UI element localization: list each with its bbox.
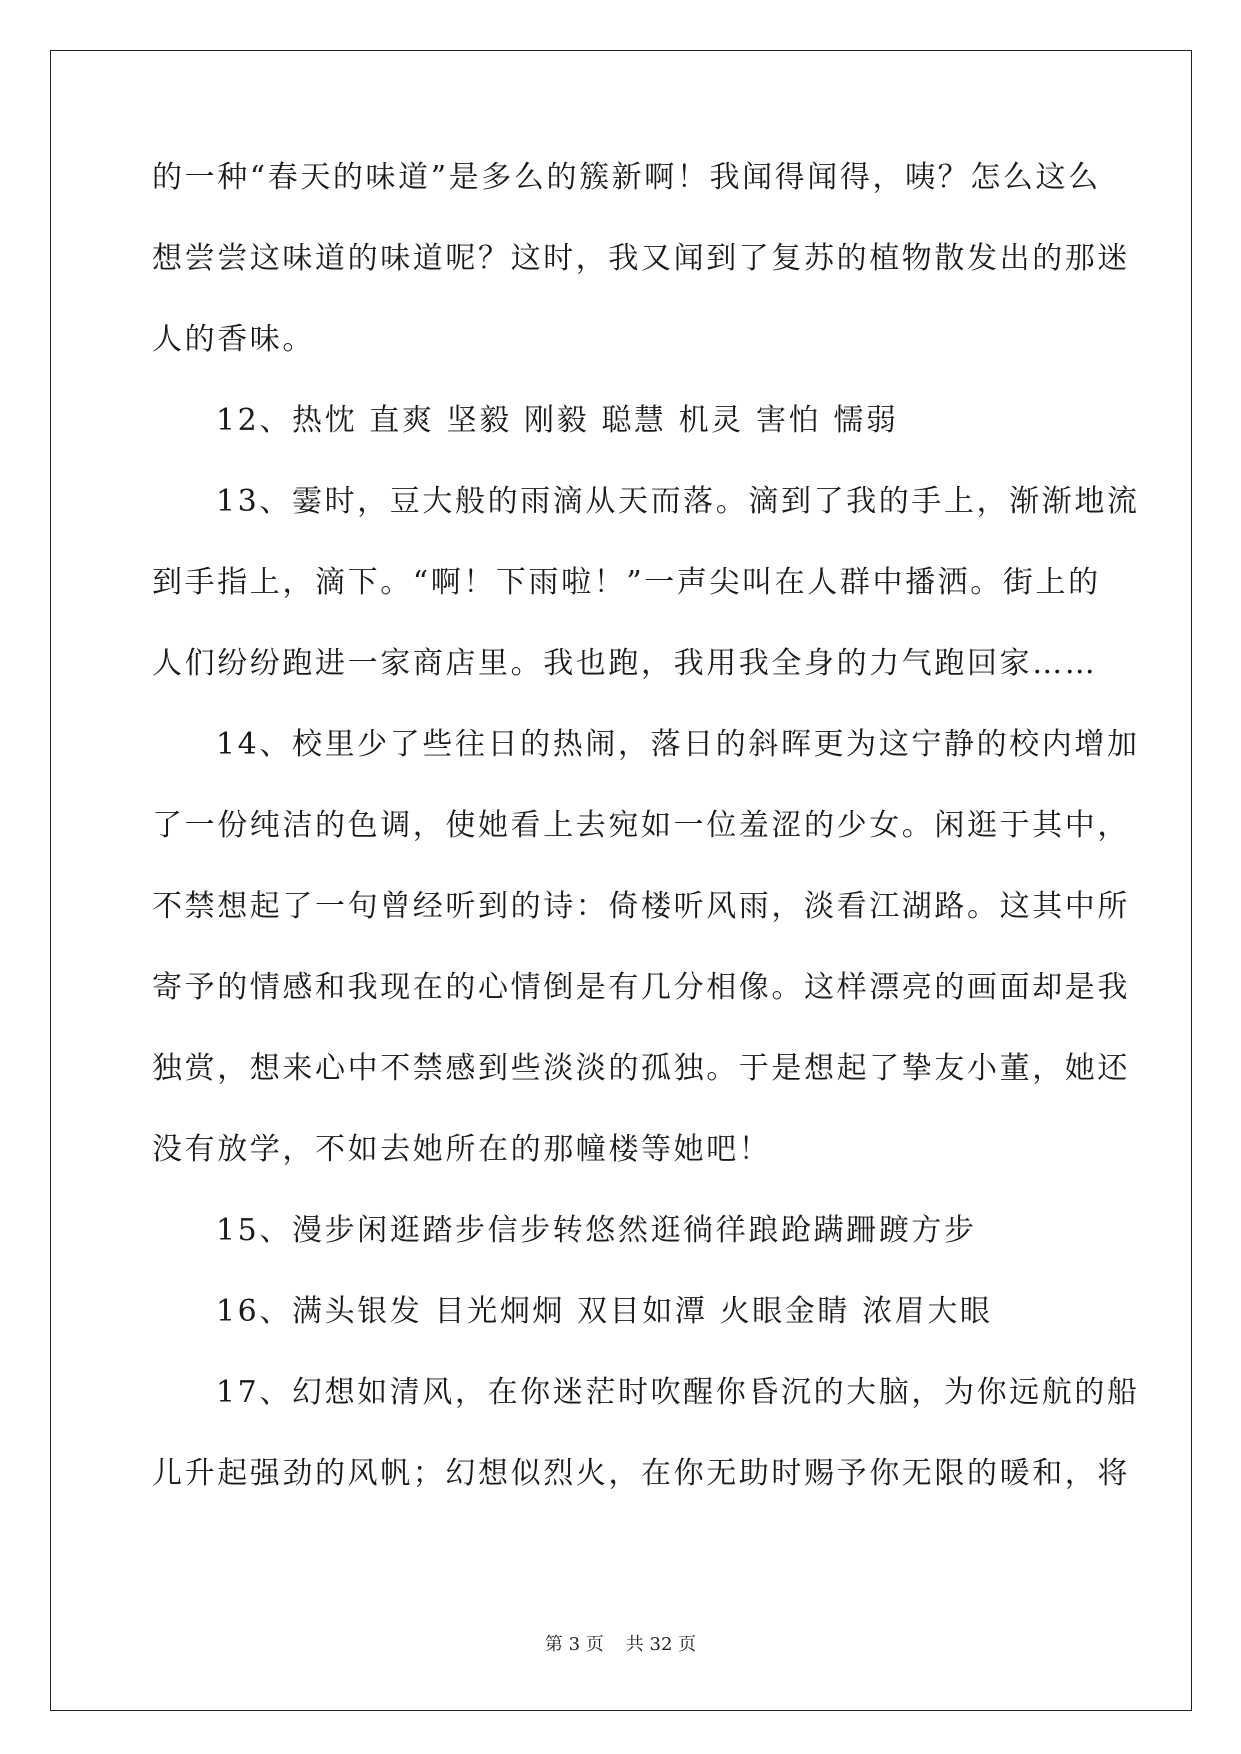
page-footer	[0, 1635, 1241, 1655]
text-line: 16、满头银发 目光炯炯 双目如潭 火眼金睛 浓眉大眼	[216, 1294, 993, 1329]
page-total: 共 32 页	[625, 1634, 697, 1655]
document-body	[152, 160, 1140, 1540]
text-line: 13、霎时，豆大般的雨滴从天而落。滴到了我的手上，渐渐地流	[216, 484, 1140, 519]
text-line: 15、漫步闲逛踏步信步转悠然逛徜徉踉跄蹒跚踱方步	[216, 1213, 977, 1248]
text-line: 想尝尝这味道的味道呢？这时，我又闻到了复苏的植物散发出的那迷	[152, 241, 1130, 276]
text-line: 不禁想起了一句曾经听到的诗：倚楼听风雨，淡看江湖路。这其中所	[152, 889, 1130, 924]
text-line: 了一份纯洁的色调，使她看上去宛如一位羞涩的少女。闲逛于其中，	[152, 808, 1130, 843]
text-line: 12、热忱 直爽 坚毅 刚毅 聪慧 机灵 害怕 懦弱	[216, 403, 899, 438]
text-line: 寄予的情感和我现在的心情倒是有几分相像。这样漂亮的画面却是我	[152, 970, 1130, 1005]
text-line: 14、校里少了些往日的热闹，落日的斜晖更为这宁静的校内增加	[216, 727, 1140, 762]
text-line: 没有放学，不如去她所在的那幢楼等她吧！	[152, 1132, 772, 1167]
text-line: 的一种“春天的味道”是多么的簇新啊！我闻得闻得，咦？怎么这么	[152, 160, 1101, 195]
text-line: 独赏，想来心中不禁感到些淡淡的孤独。于是想起了挚友小董，她还	[152, 1051, 1130, 1086]
text-line: 到手指上，滴下。“啊！下雨啦！”一声尖叫在人群中播洒。街上的	[152, 565, 1101, 600]
text-line: 17、幻想如清风，在你迷茫时吹醒你昏沉的大脑，为你远航的船	[216, 1375, 1140, 1410]
page-number: 第 3 页	[544, 1634, 604, 1655]
text-line: 儿升起强劲的风帆；幻想似烈火，在你无助时赐予你无限的暖和，将	[152, 1456, 1130, 1491]
text-line: 人们纷纷跑进一家商店里。我也跑，我用我全身的力气跑回家……	[152, 646, 1098, 681]
text-line: 人的香味。	[152, 322, 315, 357]
